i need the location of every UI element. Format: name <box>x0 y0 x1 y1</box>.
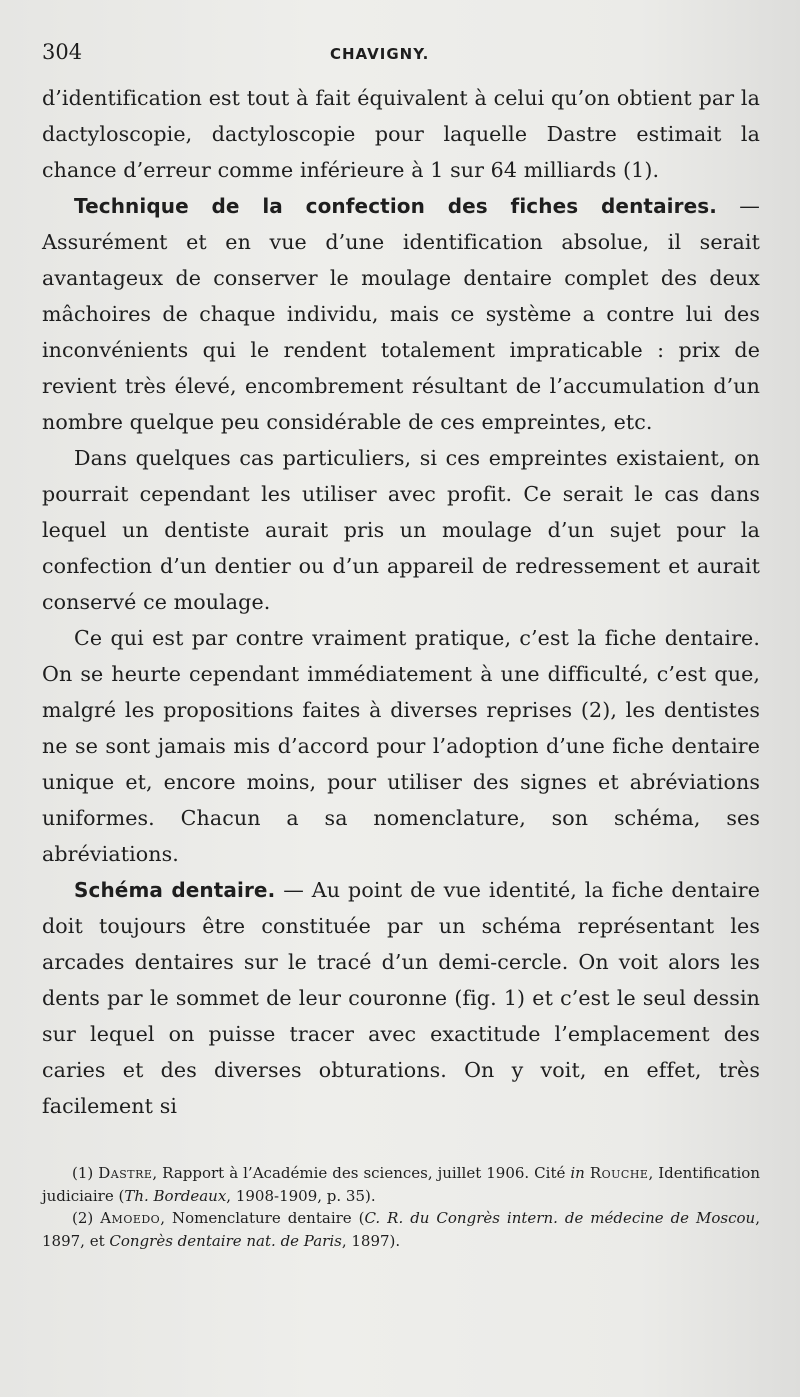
page-number: 304 <box>42 40 83 64</box>
footnote-author: Dastre <box>98 1164 153 1182</box>
footnote-marker: (2) <box>72 1209 101 1227</box>
footnote-italic: in <box>570 1164 585 1182</box>
body-text <box>42 80 760 1124</box>
footnote-source: C. R. du Congrès intern. de médecine de Moscou <box>364 1209 756 1227</box>
paragraph-technique-text: — Assurément et en vue d’une identification absolue, il serait avantageux de conserver le moulage dentaire complet des deux mâchoires de chaque individu, mais ce système a contre lui des inconvénients qui le rendent totalement impraticable : prix de revient très élevé, encombrement résultant de l’accumulation d’un nombre quelque peu considérable de ces empreintes, etc. <box>42 194 760 434</box>
footnote-author: Amoedo <box>100 1209 161 1227</box>
footnote-text: , 1897). <box>341 1231 401 1250</box>
section-heading-schema: Schéma dentaire. <box>74 878 276 902</box>
footnote-2 <box>42 1207 760 1252</box>
footnote-marker: (1) <box>72 1164 99 1182</box>
footnotes <box>42 1162 760 1252</box>
footnote-text: , Rapport à l’Académie des sciences, juillet 1906. Cité <box>152 1164 571 1182</box>
footnote-source: Th. Bordeaux <box>124 1186 227 1205</box>
paragraph-schema-text: — Au point de vue identité, la fiche dentaire doit toujours être constituée par un schéma représentant les arcades dentaires sur le tracé d’un demi-cercle. On voit alors les dents par le sommet de leur couronne (fig. 1) et c’est le seul dessin sur lequel on puisse tracer avec exactitude l’emplacement des caries et des diverses obturations. On y voit, en effet, très facilement si <box>42 878 760 1118</box>
paragraph-continuation: d’identification est tout à fait équivalent à celui qu’on obtient par la dactyloscopie, dactyloscopie pour laquelle Dastre estimait la chance d’erreur comme inférieure à 1 sur 64 milliards (1). <box>42 86 760 182</box>
paragraph-cas-particuliers: Dans quelques cas particuliers, si ces empreintes existaient, on pourrait cependant les utiliser avec profit. Ce serait le cas dans lequel un dentiste aurait pris un moulage d’un sujet pour la confection d’un dentier ou d’un appareil de redressement et aurait conservé ce moulage. <box>42 446 760 614</box>
paragraph-fiche-dentaire: Ce qui est par contre vraiment pratique, c’est la fiche dentaire. On se heurte cependant immédiatement à une difficulté, c’est que, malgré les propositions faites à diverses reprises (2), les dentistes ne se sont jamais mis d’accord pour l’adoption d’une fiche dentaire unique et, encore moins, pour utiliser des signes et abréviations uniformes. Chacun a sa nomenclature, son schéma, ses abréviations. <box>42 626 760 866</box>
footnote-text: , 1897, et <box>42 1209 760 1250</box>
footnote-source: Congrès dentaire nat. de Paris <box>109 1231 342 1250</box>
footnote-1 <box>42 1162 760 1207</box>
section-heading-technique: Technique de la confection des fiches dentaires. <box>74 194 717 218</box>
footnote-text: , 1908-1909, p. 35). <box>226 1186 376 1205</box>
paragraph-schema <box>42 872 760 1124</box>
footnote-text: , Nomenclature dentaire ( <box>160 1209 365 1227</box>
footnote-author: Rouche <box>589 1164 649 1182</box>
running-title: CHAVIGNY. <box>330 45 430 63</box>
page-header <box>42 40 760 80</box>
footnote-text: , Identification judiciaire ( <box>42 1164 760 1205</box>
paragraph-technique <box>42 188 760 440</box>
